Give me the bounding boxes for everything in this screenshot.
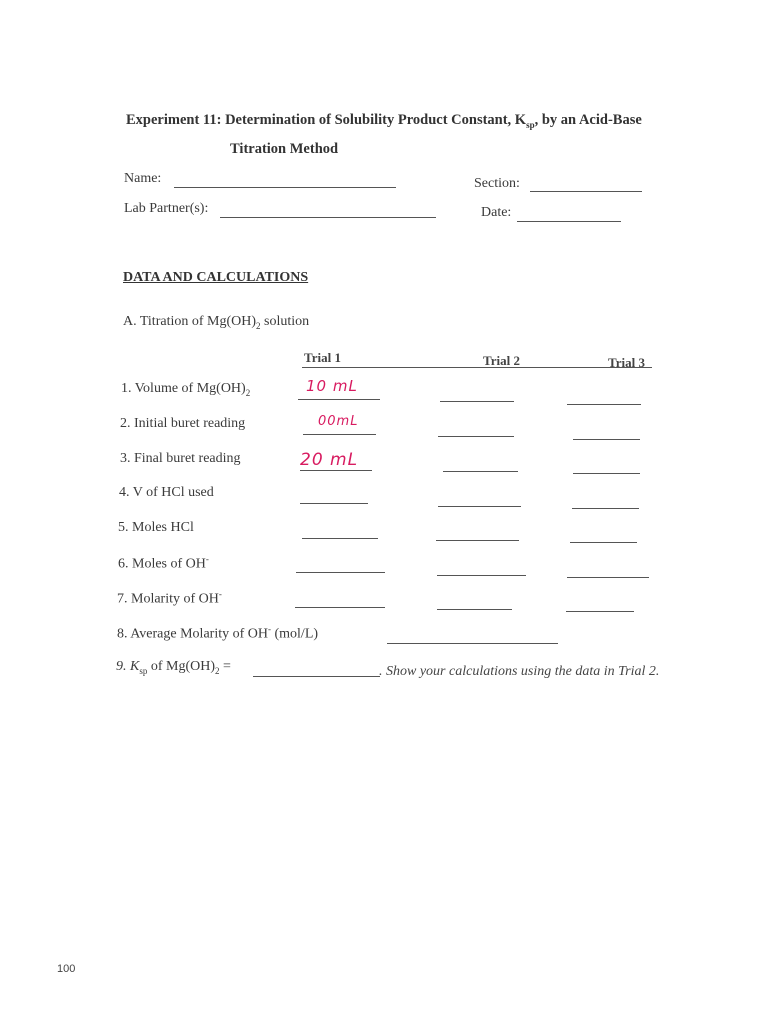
header-underline: [302, 367, 652, 368]
name-label: Name:: [124, 171, 162, 186]
page-number: 100: [57, 963, 76, 975]
average-molarity-text: 8. Average Molarity of OH: [117, 626, 268, 642]
ksp-label: 9. K: [116, 659, 140, 674]
part-a-text: A. Titration of Mg(OH): [123, 314, 257, 329]
row-label-subscript: 2: [245, 387, 251, 398]
row-label-moles-hcl: 5. Moles HCl: [118, 520, 194, 535]
ksp-instruction: . Show your calculations using the data in Trial 2.: [379, 664, 660, 679]
trial1-volume-field[interactable]: [298, 399, 380, 400]
trial3-molarity-oh-field[interactable]: [566, 611, 634, 612]
column-header-trial3: Trial 3: [608, 355, 645, 370]
column-header-trial1: Trial 1: [304, 350, 341, 365]
row-label-ksp: [116, 659, 231, 676]
trial2-initial-buret-field[interactable]: [438, 436, 514, 437]
row-label-volume: [121, 381, 250, 398]
trial2-molarity-oh-field[interactable]: [437, 609, 512, 610]
row-label-moles-oh: [118, 554, 209, 573]
row-label-molarity-oh: [117, 589, 222, 608]
section-field[interactable]: [530, 191, 642, 192]
lab-partners-label: Lab Partner(s):: [124, 201, 209, 216]
ksp-compound-subscript: 2: [215, 665, 220, 676]
trial1-initial-buret-value: 00mL: [318, 414, 359, 429]
row-label-final-buret: 3. Final buret reading: [120, 451, 241, 466]
lab-partners-field[interactable]: [220, 217, 436, 218]
row-label-superscript: -: [205, 554, 209, 564]
trial1-v-hcl-field[interactable]: [300, 503, 368, 504]
name-field[interactable]: [174, 187, 396, 188]
part-a-subscript: 2: [256, 320, 261, 331]
ksp-field[interactable]: [253, 676, 380, 677]
part-a-label: [123, 314, 309, 331]
trial3-v-hcl-field[interactable]: [572, 508, 639, 509]
ksp-compound: of Mg(OH): [147, 659, 216, 674]
title-suffix: , by an Acid-Base: [534, 112, 642, 128]
trial2-moles-oh-field[interactable]: [437, 575, 526, 576]
trial3-volume-field[interactable]: [567, 404, 641, 405]
trial1-final-buret-field[interactable]: [300, 470, 372, 471]
average-molarity-field[interactable]: [387, 643, 558, 644]
worksheet-title: [126, 112, 642, 130]
date-label: Date:: [481, 205, 512, 220]
title-subscript: sp: [526, 119, 535, 130]
row-label-text: 7. Molarity of OH: [117, 591, 219, 607]
trial1-moles-oh-field[interactable]: [296, 572, 385, 573]
trial1-initial-buret-field[interactable]: [303, 434, 376, 435]
average-molarity-unit: (mol/L): [270, 626, 319, 642]
trial1-moles-hcl-field[interactable]: [302, 538, 378, 539]
row-label-text: 1. Volume of Mg(OH): [121, 381, 246, 396]
ksp-equals: =: [219, 659, 231, 674]
row-label-initial-buret: 2. Initial buret reading: [120, 416, 246, 431]
column-header-trial2: Trial 2: [483, 353, 520, 368]
trial2-moles-hcl-field[interactable]: [436, 540, 519, 541]
ksp-subscript: sp: [139, 665, 148, 676]
date-field[interactable]: [517, 221, 621, 222]
trial2-v-hcl-field[interactable]: [438, 506, 521, 507]
average-molarity-superscript: -: [267, 624, 271, 634]
trial2-final-buret-field[interactable]: [443, 471, 518, 472]
worksheet-title-line2: Titration Method: [230, 141, 339, 157]
row-label-v-hcl: 4. V of HCl used: [119, 485, 214, 500]
trial1-molarity-oh-field[interactable]: [295, 607, 385, 608]
row-label-average-molarity: [117, 624, 318, 643]
row-label-superscript: -: [218, 589, 222, 599]
section-label: Section:: [474, 176, 520, 191]
row-label-text: 6. Moles of OH: [118, 556, 206, 572]
trial3-initial-buret-field[interactable]: [573, 439, 640, 440]
trial2-volume-field[interactable]: [440, 401, 514, 402]
trial3-moles-hcl-field[interactable]: [570, 542, 637, 543]
part-a-suffix: solution: [260, 314, 310, 329]
trial1-final-buret-value: 20 mL: [300, 450, 359, 470]
trial3-final-buret-field[interactable]: [573, 473, 640, 474]
trial1-volume-value: 10 mL: [306, 377, 358, 395]
trial3-moles-oh-field[interactable]: [567, 577, 649, 578]
title-text: Experiment 11: Determination of Solubility Product Constant, K: [126, 112, 527, 128]
section-heading: DATA AND CALCULATIONS: [123, 270, 309, 285]
